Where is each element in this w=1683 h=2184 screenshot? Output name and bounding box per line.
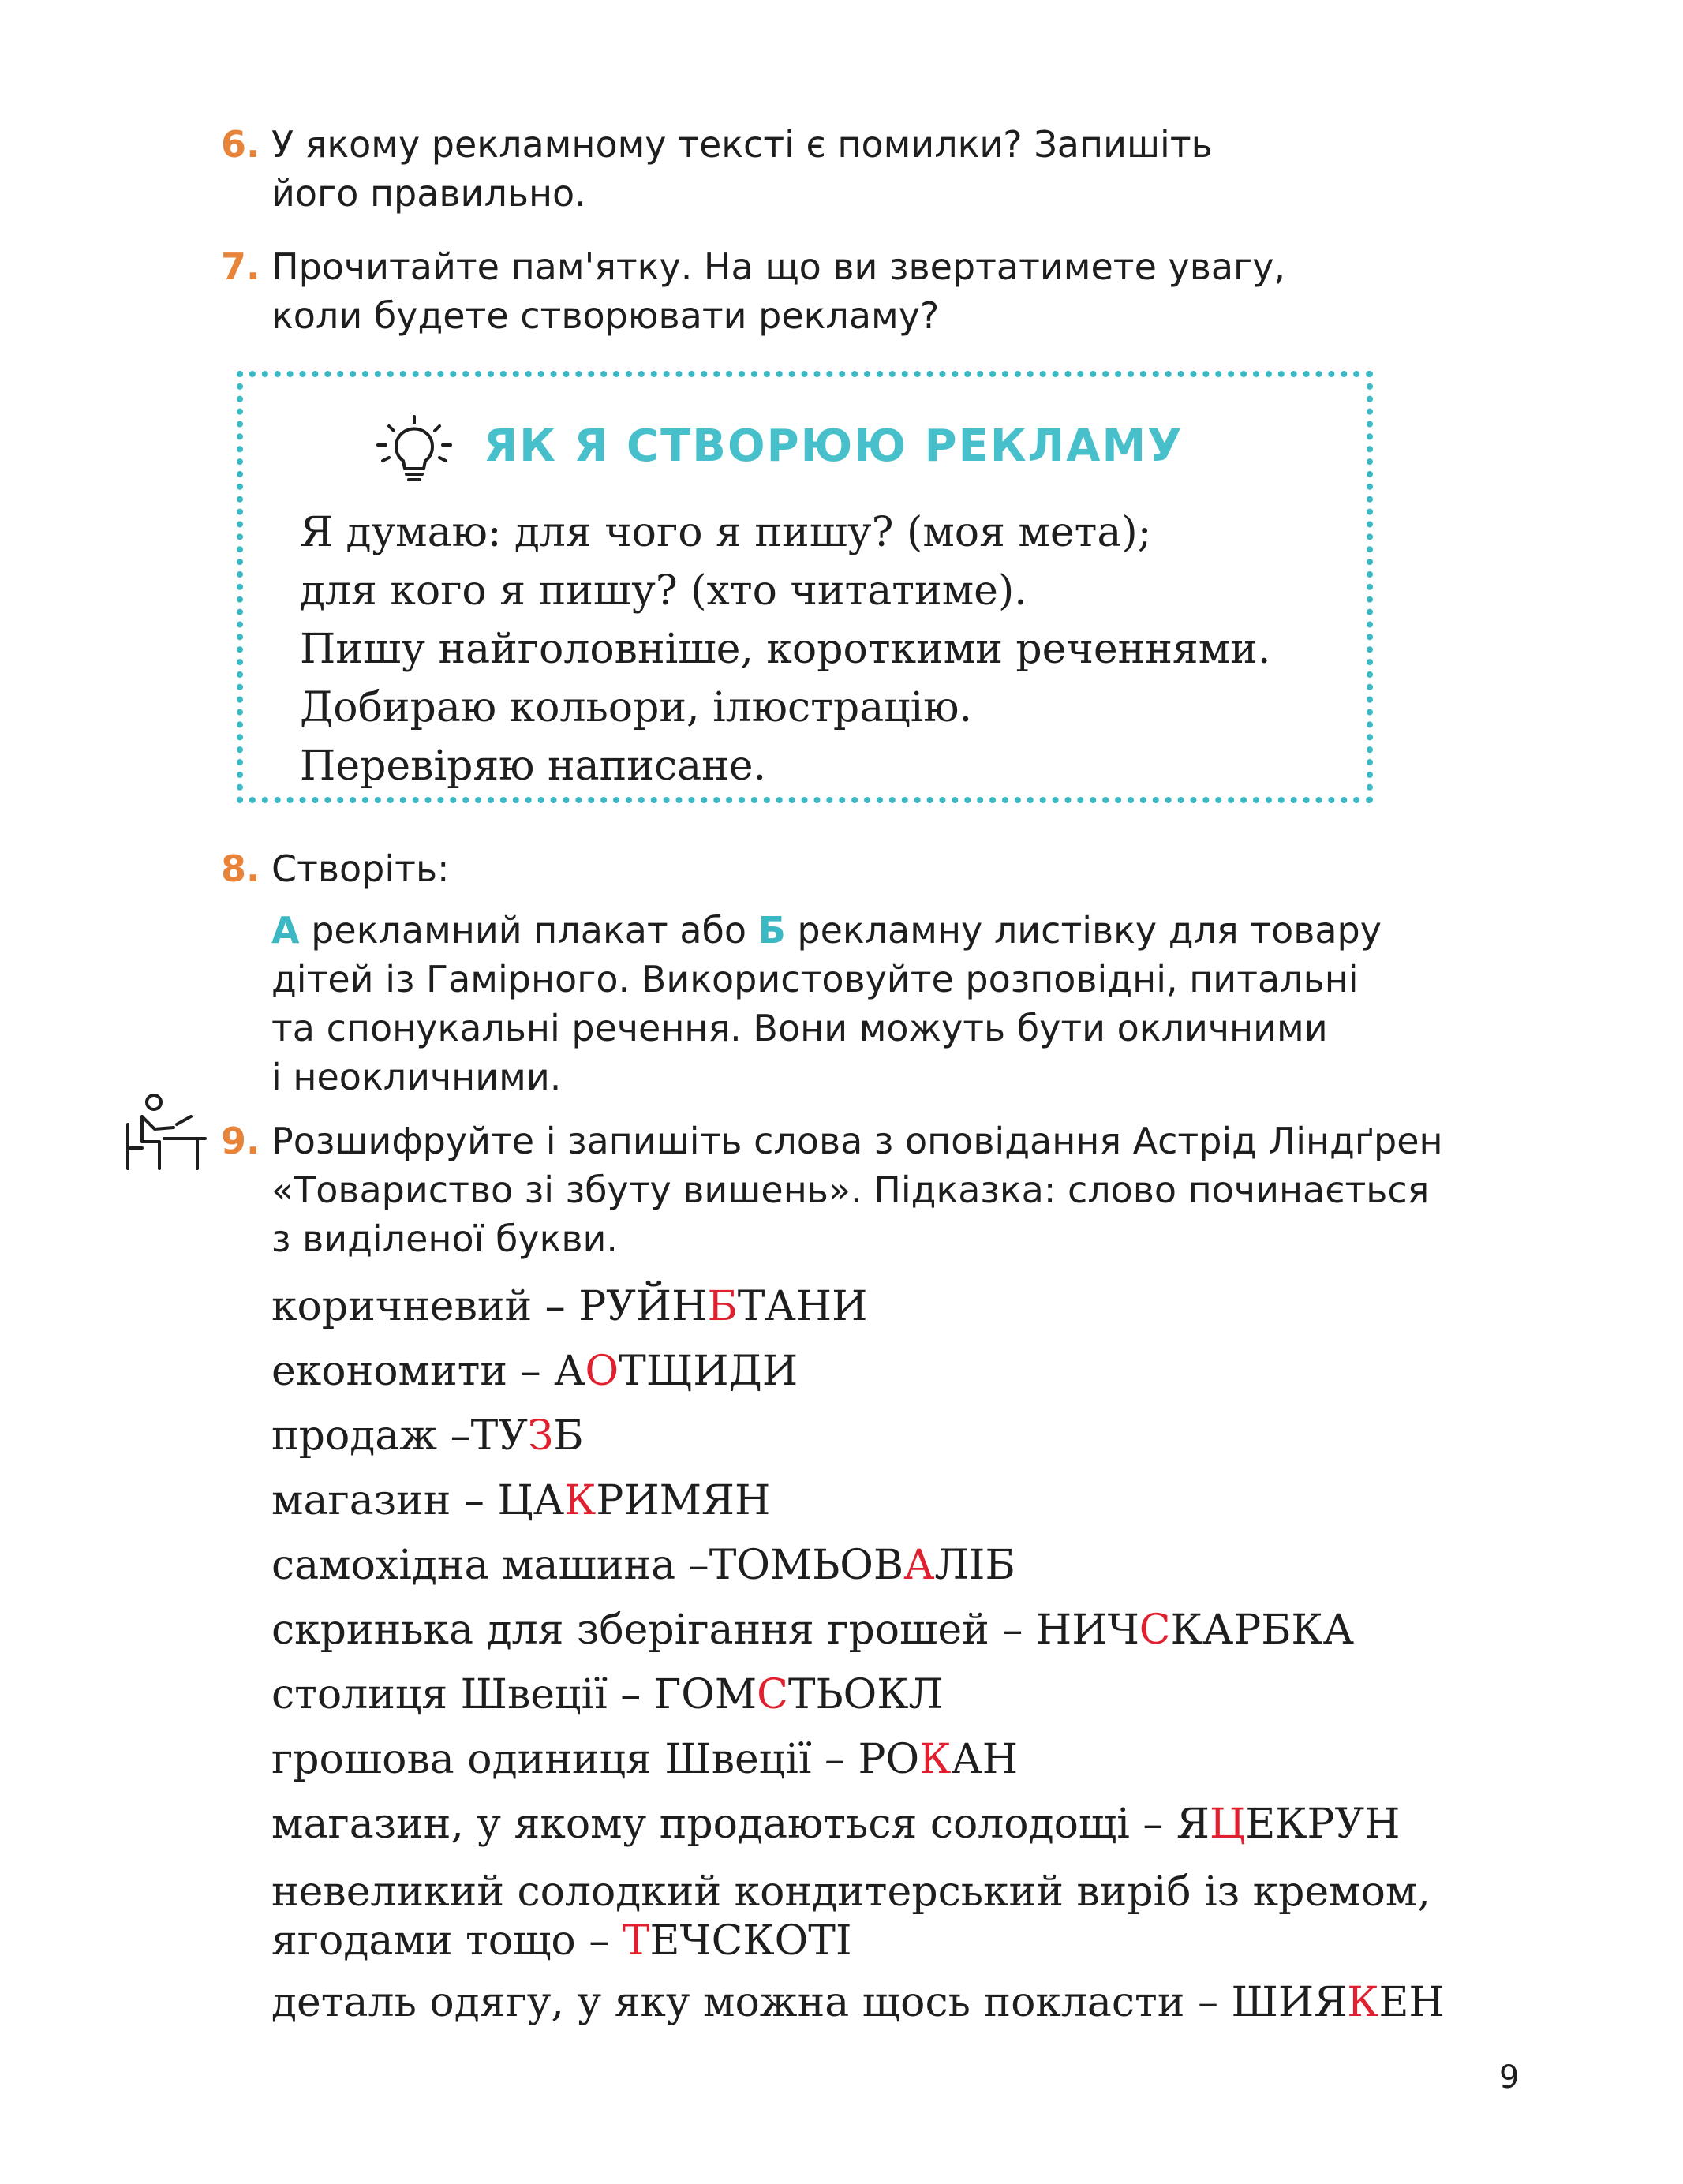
highlighted-letter: К (919, 1736, 952, 1783)
task-7 (221, 242, 1285, 340)
task-text-line: його правильно. (271, 172, 586, 215)
memo-line: для кого я пишу? (хто читатиме). (300, 567, 1027, 615)
highlighted-letter: К (564, 1477, 597, 1524)
scrambled: ЕН (1378, 1979, 1445, 2026)
scrambled: ТУ (470, 1412, 528, 1460)
scrambled: РО (858, 1736, 920, 1783)
scrambled: Б (553, 1412, 584, 1460)
task-number: 7. (221, 245, 260, 288)
scrambled: ТЬОКЛ (787, 1671, 943, 1718)
clue: столиця Швеції – (271, 1671, 654, 1718)
task-title: Створіть: (271, 847, 450, 890)
scrambled: РИМЯН (596, 1477, 771, 1524)
memo-line: Перевіряю написане. (300, 742, 767, 790)
scrambled: РУЙН (578, 1283, 708, 1330)
highlighted-letter: Т (622, 1917, 650, 1965)
clue: самохідна машина – (271, 1542, 709, 1589)
task-text-line: та спонукальні речення. Вони можуть бути окличними (271, 1007, 1328, 1049)
task-text-line: У якому рекламному тексті є помилки? Запишіть (271, 123, 1213, 166)
scrambled: КАРБКА (1170, 1606, 1355, 1654)
clue: грошова одиниця Швеції – (271, 1736, 858, 1783)
scrambled: ГОМ (653, 1671, 757, 1718)
highlighted-letter: Ц (1209, 1801, 1246, 1848)
memo-box (237, 371, 1373, 803)
word-row (271, 1274, 1445, 1339)
word-row (271, 1970, 1445, 2035)
task-text-line: Прочитайте пам'ятку. На що ви звертатимете увагу, (271, 245, 1286, 288)
task-text-line (271, 906, 1382, 955)
word-row (271, 1598, 1445, 1662)
highlighted-letter: Б (707, 1283, 738, 1330)
word-row (271, 1404, 1445, 1468)
scrambled: Я (1176, 1801, 1210, 1848)
scrambled: ЛІБ (934, 1542, 1015, 1589)
clue: магазин – (271, 1477, 498, 1524)
page-number: 9 (1499, 2059, 1520, 2096)
task-text-line: коли будете створювати рекламу? (271, 294, 940, 337)
clue: економити – (271, 1348, 555, 1395)
memo-title: ЯК Я СТВОРЮЮ РЕКЛАМУ (484, 421, 1184, 472)
scrambled: НИЧ (1035, 1606, 1139, 1654)
task-text-line: з виділеної букви. (271, 1217, 618, 1260)
scrambled: А (554, 1348, 585, 1395)
highlighted-letter: А (903, 1542, 935, 1589)
scrambled: ТАНИ (737, 1283, 868, 1330)
clue: скринька для зберігання грошей – (271, 1606, 1036, 1654)
task-number: 8. (221, 847, 260, 890)
highlighted-letter: С (757, 1671, 788, 1718)
task-text-line: дітей із Гамірного. Використовуйте розповідні, питальні (271, 958, 1359, 1000)
option-a-text: рекламний плакат або (299, 909, 758, 952)
clue: коричневий – (271, 1283, 579, 1330)
memo-line: Я думаю: для чого я пишу? (моя мета); (300, 509, 1152, 556)
word-row (271, 1468, 1445, 1533)
highlighted-letter: О (585, 1348, 619, 1395)
clue: невеликий солодкий кондитерський виріб із кремом, (271, 1868, 1431, 1916)
task-number: 6. (221, 123, 260, 166)
highlighted-letter: С (1139, 1606, 1171, 1654)
scrambled: ТЩИДИ (619, 1348, 798, 1395)
task-8 (221, 844, 1382, 1101)
scrambled: ЕКРУН (1245, 1801, 1401, 1848)
option-a-letter: А (271, 909, 300, 952)
memo-line: Пишу найголовніше, короткими реченнями. (300, 626, 1271, 673)
word-row (271, 1662, 1445, 1727)
highlighted-letter: К (1347, 1979, 1379, 2026)
clue: магазин, у якому продаються солодощі – (271, 1801, 1176, 1848)
lightbulb-icon (373, 415, 452, 486)
memo-line: Добираю кольори, ілюстрацію. (300, 684, 973, 731)
task-number: 9. (221, 1120, 260, 1162)
option-b-text: рекламну листівку для товару (785, 909, 1382, 952)
word-list (271, 1274, 1445, 2035)
task-9 (221, 1116, 1443, 1263)
scrambled: ЕЧСКОТІ (649, 1917, 852, 1965)
word-row (271, 1533, 1445, 1598)
writing-at-desk-icon (118, 1093, 209, 1180)
scrambled: ТОМЬОВ (709, 1542, 904, 1589)
clue: продаж – (271, 1412, 471, 1460)
task-6 (221, 120, 1213, 218)
scrambled: ШИЯ (1231, 1979, 1348, 2026)
clue: ягодами тощо – (271, 1917, 623, 1965)
scrambled: ЦА (497, 1477, 565, 1524)
word-row (271, 1868, 1445, 1965)
word-row (271, 1339, 1445, 1404)
word-row (271, 1727, 1445, 1792)
task-text-line: Розшифруйте і запишіть слова з оповідання Астрід Ліндґрен (271, 1120, 1443, 1162)
word-row (271, 1792, 1445, 1857)
memo-lines (300, 503, 1270, 795)
task-text-line: і неокличними. (271, 1056, 562, 1098)
task-text-line: «Товариство зі збуту вишень». Підказка: слово починається (271, 1169, 1430, 1211)
clue: деталь одягу, у яку можна щось покласти – (271, 1979, 1232, 2026)
option-b-letter: Б (757, 909, 786, 952)
scrambled: АН (951, 1736, 1019, 1783)
highlighted-letter: З (527, 1412, 554, 1460)
